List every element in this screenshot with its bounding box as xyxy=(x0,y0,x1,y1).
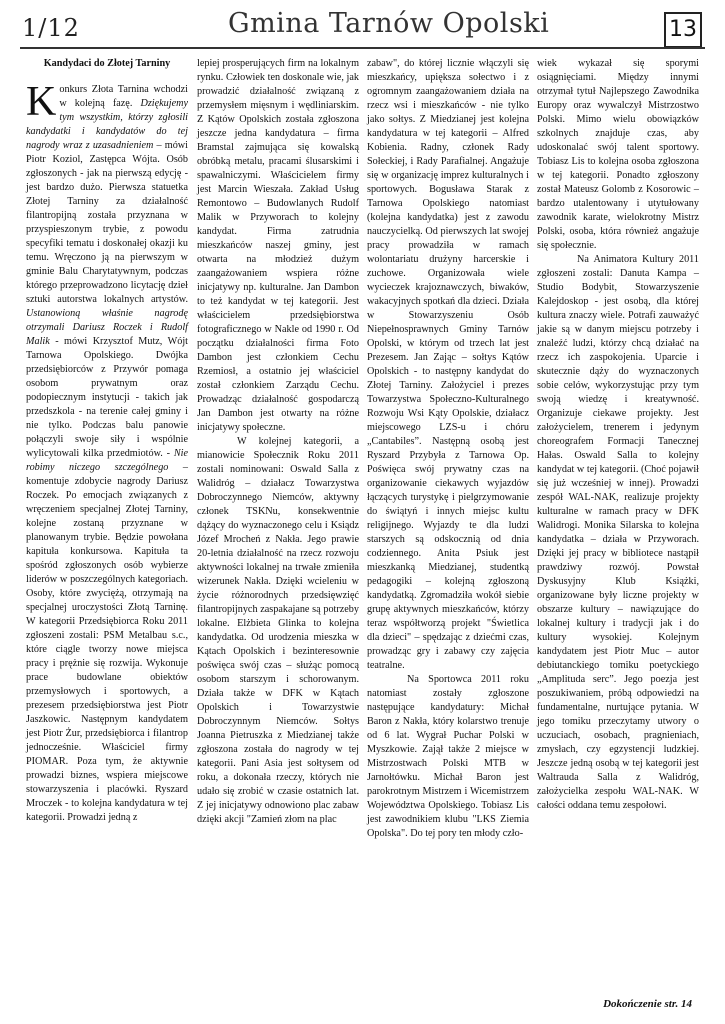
paragraph xyxy=(367,57,529,673)
header-rule xyxy=(20,47,705,49)
text-run: – mówi Piotr Koziol, Zastępca Wójta. Osób zgłoszonych - jak na pierwszą edycję - jest bardzo dużo. Pierwsza statuetka Złotej Tarniny za działalność filantropijną została przyznana w przyspieszonym trybie, z powodu specyfiki tematu i doskonałej okazji ku temu. Wręczono ją na pierwszym w gminie Balu Charytatywnym, podczas którego przeprowadzono licytację dzieł sztuki autorstwa lokalnych artystów. xyxy=(26,140,188,305)
column-1-text xyxy=(26,79,188,825)
paragraph xyxy=(26,79,188,825)
paragraph xyxy=(197,435,359,827)
paragraph xyxy=(367,673,529,841)
text-run: - mówi Krzysztof Mutz, Wójt Tarnowa Opolskiego. Dwójka przedsiębiorców z Przywór pomaga osobom prywatnym oraz podopiecznym instytucji - takich jak przedszkola - na terenie całej gminy i nie tylko. Podczas balu panowie połączyli swoje siły i wspólnie wylicytowali kilka przedmiotów. - xyxy=(26,336,188,459)
masthead-title: Gmina Tarnów Opolski xyxy=(228,8,550,39)
page-number: 13 xyxy=(664,12,702,48)
column-3 xyxy=(367,57,529,841)
column-4 xyxy=(537,57,699,813)
continuation-note: Dokończenie str. 14 xyxy=(603,998,692,1010)
text-run: lepiej prosperujących firm na lokalnym rynku. Człowiek ten doskonale wie, jak prowadzić działalność związaną z przemysłem mięsnym i wędliniarskim. Z Kątów Opolskich została zgłoszona jeszcze jedna kandydatura – firma Bramstal zajmująca się kowalską obróbką metalu, pracami ślusarskimi i spawalniczymi. Właścicielem firmy jest Marcin Wieszała. Zakład Usług Remontowo – Budowlanych Rudolf Malik w Przyworach to kolejny kandydat. Firma zatrudnia mieszkańców naszej gminy, jest otwarta na młodzież dużym zaangażowaniem wspiera różne inicjatywy np. kulturalne. Jan Dambon to też kandydat w tej kategorii. Jest właścicielem przedsiębiorstwa fotograficznego w Nakle od 1990 r. Od początku działalności firma Foto Dambon jest członkiem Cechu Rzemiosł, a ostatnio jej właściciel został członkiem Zarządu Cechu. Prowadząc działalność gospodarczą Jan Dambon jest otwarty na różne inicjatywy społeczne. xyxy=(197,58,359,433)
paragraph xyxy=(197,57,359,435)
page-header xyxy=(0,0,725,48)
text-run: Nie robimy niczego szczególnego xyxy=(26,448,188,473)
text-run: Na Animatora Kultury 2011 zgłoszeni zostali: Danuta Kampa – Studio Bodybit, Stowarzyszenie Kalejdoskop - jest osobą, dla której kultura znaczy wiele. Potrafi zauważyć jakie są w danym miejscu potrzeby i znaleźć ludzi, którzy chcą działać na rzecz ich zaspokojenia. Uparcie i skutecznie dąży do wyznaczonych sobie celów, wykorzystując przy tym swoją wiedzę i kreatywność. Organizuje ciekawe projekty. Jest założycielem, trenerem i jedynym choreografem Formacji Tanecznej Hałas. Oswald Salla to kolejny kandydat w tej kategorii. (Choć pojawił się już wcześniej w innej). Prowadzi zespół WAL-NAK, realizuje projekty kulturalne w ramach pracy w DFK Walidrogi. Monika Silarska to kolejna kandydatka – działa w Przyworach. Dzięki jej pracy w bibliotece nastąpił prawdziwy rozwój. Powstał Dyskusyjny Klub Książki, organizowane były liczne projekty w obszarze kultury – nawiązujące do lokalnej kultury i tradycji jak i do kultury wysokiej. Kolejnym kandydatem jest Piotr Muc – autor debiutanckiego tomiku poetyckiego „Amplituda serc”. Jego poezja jest poszukiwaniem, próbą odpowiedzi na fundamentalne, nurtujące pytania. W jego tomiku przeczytamy utwory o uczuciach, osobach, pragnieniach, zmysłach, czy egzystencji ludzkiej. Jeszcze jedną osobą w tej kategorii jest Waltrauda Salla z Walidróg, założycielka zespołu WAL-NAK. W całości oddana temu zespołowi. xyxy=(537,254,699,811)
column-2 xyxy=(197,57,359,827)
paragraph xyxy=(537,57,699,253)
text-run: Na Sportowca 2011 roku natomiast zostały zgłoszone następujące kandydatury: Michał Baron z Nakła, który kolarstwo trenuje od 6 lat. Wygrał Puchar Polski w Myszkowie. Zajął także 2 miejsce w Mistrzostwach Polski MTB w Jarnołtówku. Michał Baron jest parokrotnym Mistrzem i Wicemistrzem Województwa Opolskiego. Tobiasz Lis jest zawodnikiem klubu "LKS Ziemia Opolska". Do tej pory ten młody czło- xyxy=(367,674,529,839)
column-1 xyxy=(26,57,188,825)
text-run: zabaw", do której licznie włączyli się mieszkańcy, upiększa sołectwo i z ogromnym zaangażowaniem działa na rzecz wsi i mieszkańców - nie tylko jako sołtys. Z Miedzianej jest kolejna kandydatura w tej kategorii – Alfred Kobienia. Radny, członek Rady Sołeckiej, i Rady Parafialnej. Angażuje się w organizację imprez kulturalnych i sportowych. Bogusława Starak z Tarnowa Opolskiego natomiast (kolejna kandydatka) jest z zawodu nauczycielką. Od pierwszych lat swojej pracy prowadziła w ramach wolontariatu drużyny harcerskie i zuchowe. Organizowała wiele wycieczek krajoznawczych, biwaków, wakacyjnych spotkań dla dzieci. Działa w Stowarzyszeniu Osób Niepełnosprawnych Gminy Tarnów Opolski, w którym od trzech lat jest Prezesem. Jan Zając – sołtys Kątów Opolskich - to następny kandydat do Złotej Tarniny. Założyciel i prezes Towarzystwa Społeczno-Kulturalnego Rozwoju Wsi Kąty Opolskie, działacz miejscowego LZS-u i chóru „Cantabiles”. Następną osobą jest Ryszard Przybyła z Tarnowa Op. Poświęca swój prywatny czas na organizowanie ciekawych wyjazdów łączących turystykę i pielgrzymowanie do świątyń i innych miejsc kultu religijnego. Wyjazdy te dla ludzi starszych są odskocznią od dnia codziennego. Anita Psiuk jest mieszkanką Miedzianej, studentką pedagogiki – kolejną zgłoszoną kandydatką. Zgromadziła wokół siebie grupę aktywnych mieszkańców, którzy teraz współtworzą projekt "Świetlica dla dzieci" – spędzając z dziećmi czas, prowadząc gry i zabawy czy zajęcia teatralne. xyxy=(367,58,529,671)
text-run: Dziękujemy tym wszystkim, którzy zgłosili kandydatki i kandydatów do tej nagrody wraz z uzasadnieniem xyxy=(26,98,188,151)
issue-number: 1/12 xyxy=(22,14,80,42)
text-run: Ustanowioną właśnie nagrodę otrzymali Dariusz Roczek i Rudolf Malik xyxy=(26,308,188,347)
text-run: W kolejnej kategorii, a mianowicie Społecznik Roku 2011 zostali nominowani: Oswald Salla z Walidróg – działacz Towarzystwa Dobroczynnego Niemców, aktywny członek TSKNu, konsekwentnie dążący do wyznaczonego celu i Ksiądz Józef Mrocheń z Nakła. Jego prawie 20-letnia działalność na rzecz rozwoju aktywności lokalnej na trwałe zmieniła wizerunek Nakła. Dzięki wcieleniu w życie różnorodnych przedsięwzięć filantropijnych zaspakajane są potrzeby lokalne. Elżbieta Glinka to kolejna kandydatka. Od urodzenia mieszka w Kątach Opolskich i bezinteresownie poświęca swój czas – służąc pomocą osobom starszym i schorowanym. Działa także w DFK w Kątach Opolskich i Towarzystwie Dobroczynnym Niemców. Sołtys Joanna Pietruszka z Miedzianej także zgłoszona została do nagrody w tej kategorii. Pani Asia jest sołtysem od roku, a dokonała rzeczy, których nie udało się zrobić w czasie ostatnich lat. Z jej inicjatywy odnowiono plac zabaw dzięki akcji "Zamień złom na plac xyxy=(197,436,359,825)
text-run: onkurs Złota Tarnina wchodzi w kolejną fazę. xyxy=(59,84,188,109)
drop-cap: K xyxy=(26,79,57,125)
text-run: – komentuje zdobycie nagrody Dariusz Roczek. Po emocjach związanych z wręczeniem specjalnej Złotej Tarniny, kolejne zostaną przyznane w planowanym trybie. Będzie powołana kapituła konkursowa. Kapituła ta spośród zgłoszonych osób wybierze liderów w poszczególnych kategoriach. Osoby, które zwyciężą, otrzymają na specjalnej uroczystości Złotą Tarninę. W kategorii Przedsiębiorca Roku 2011 zgłoszeni zostali: PSM Metalbau s.c., które ciągle tworzy nowe miejsca pracy i prężnie się rozwija. Wykonuje prace budowlane obiektów przemysłowych i sportowych, a prezesem przedsiębiorstwa jest Piotr Jaszkowic. Następnym kandydatem jest Piotr Żur, przedsiębiorca i filantrop jednocześnie. Właściciel firmy PIOMAR. Poza tym, że aktywnie prowadzi biznes, wspiera miejscowe stowarzyszenia i placówki. Ryszard Mroczek - to kolejna kandydatura w tej kategorii. Prowadzi jedną z xyxy=(26,462,188,823)
text-run: wiek wykazał się sporymi osiągnięciami. Między innymi otrzymał tytuł Najlepszego Zawodnika Europy oraz wywalczył Mistrzostwo Polski. Mimo wielu obowiązków szkolnych znajduje czas, aby udoskonalać swój talent sportowy. Tobiasz Lis to kolejna osoba zgłoszona w tej kategorii. Ponadto zgłoszony został Mateusz Golomb z Kosorowic – bardzo utalentowany i utytułowany zawodnik karate, wielokrotny Mistrz Polski, osoba, która również angażuje się społecznie. xyxy=(537,58,699,251)
article-title: Kandydaci do Złotej Tarniny xyxy=(43,58,171,69)
paragraph xyxy=(537,253,699,813)
